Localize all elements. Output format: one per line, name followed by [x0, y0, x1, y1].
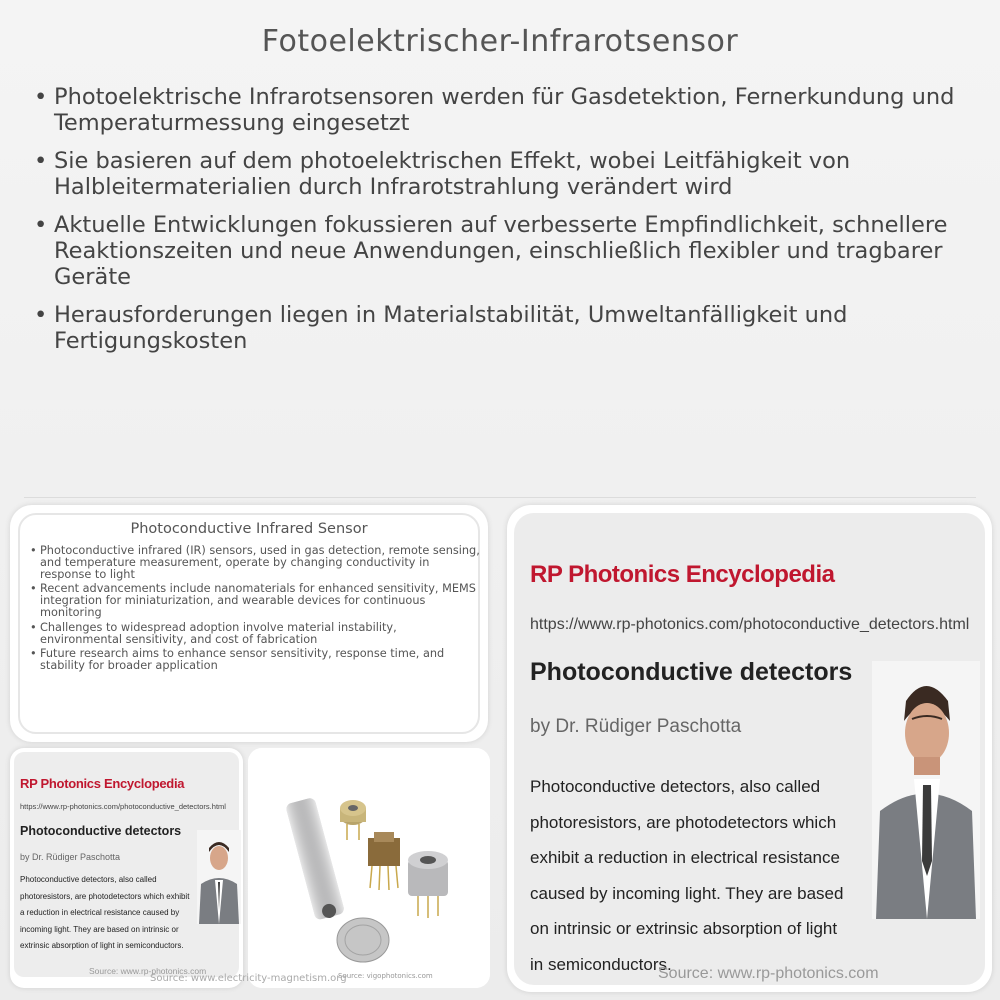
summary-bullet: • Photoconductive infrared (IR) sensors, used in gas detection, remote sensing, and temperature measurement, operate by changing conductivity in response to light — [30, 545, 480, 580]
encyclopedia-thumbnail-card — [10, 748, 243, 988]
author-photo — [197, 830, 241, 924]
main-bullet: • Aktuelle Entwicklungen fokussieren auf verbesserte Empfindlichkeit, schnellere Reaktionszeiten und neue Anwendungen, einschließlich flexibler und tragbarer Geräte — [34, 212, 974, 290]
summary-bullet: • Challenges to widespread adoption involve material instability, environmental sensitivity, and cost of fabrication — [30, 622, 480, 646]
encyclopedia-body-large: Photoconductive detectors, also called photoresistors, are photodetectors which exhibit a reduction in electrical resistance caused by incoming light. They are based on intrinsic or extrinsic absorption of light in semiconductors. — [530, 777, 844, 974]
encyclopedia-url-large: https://www.rp-photonics.com/photoconductive_detectors.html — [530, 616, 970, 633]
encyclopedia-logo-large: RP Photonics Encyclopedia — [530, 561, 835, 588]
main-bullet: • Photoelektrische Infrarotsensoren werden für Gasdetektion, Fernerkundung und Temperaturmessung eingesetzt — [34, 84, 974, 136]
sensor-photo-source: Source: vigophotonics.com — [338, 972, 433, 980]
summary-bullet: • Recent advancements include nanomaterials for enhanced sensitivity, MEMS integration for miniaturization, and wearable devices for continuous monitoring — [30, 583, 480, 618]
sensor-photo-card — [248, 748, 490, 988]
encyclopedia-heading-large: Photoconductive detectors — [530, 658, 853, 686]
summary-card — [10, 505, 488, 742]
main-bullet: • Sie basieren auf dem photoelektrischen Effekt, wobei Leitfähigkeit von Halbleitermaterialien durch Infrarotstrahlung verändert wird — [34, 148, 974, 200]
summary-card-title: Photoconductive Infrared Sensor — [130, 521, 368, 537]
section-divider — [24, 497, 976, 498]
encyclopedia-author-large: by Dr. Rüdiger Paschotta — [530, 716, 742, 737]
encyclopedia-body: Photoconductive detectors, also called photoresistors, are photodetectors which exhibit a reduction in electrical resistance caused by incoming light. They are based on intrinsic or extrinsic absorption of light in semiconductors. — [20, 875, 190, 950]
summary-bullet-list — [30, 545, 480, 675]
encyclopedia-thumbnail-pane — [14, 752, 239, 977]
encyclopedia-heading: Photoconductive detectors — [20, 824, 182, 838]
encyclopedia-url: https://www.rp-photonics.com/photoconductive_detectors.html — [20, 802, 226, 811]
encyclopedia-thumbnail-source: Source: www.rp-photonics.com — [89, 966, 207, 976]
encyclopedia-pane — [514, 513, 985, 985]
encyclopedia-card — [507, 505, 992, 992]
summary-bullet: • Future research aims to enhance sensor sensitivity, response time, and stability for broader application — [30, 648, 480, 672]
sensor-photo — [248, 748, 490, 988]
encyclopedia-author: by Dr. Rüdiger Paschotta — [20, 852, 121, 862]
bottom-source: Source: www.electricity-magnetism.org — [150, 973, 347, 984]
encyclopedia-logo: RP Photonics Encyclopedia — [20, 776, 185, 791]
main-bullet: • Herausforderungen liegen in Materialstabilität, Umweltanfälligkeit und Fertigungskosten — [34, 302, 974, 354]
encyclopedia-source: Source: www.rp-photonics.com — [658, 965, 879, 982]
author-photo-large — [872, 661, 980, 919]
main-bullet-list — [34, 84, 974, 366]
page-title: Fotoelektrischer-Infrarotsensor — [261, 24, 739, 59]
